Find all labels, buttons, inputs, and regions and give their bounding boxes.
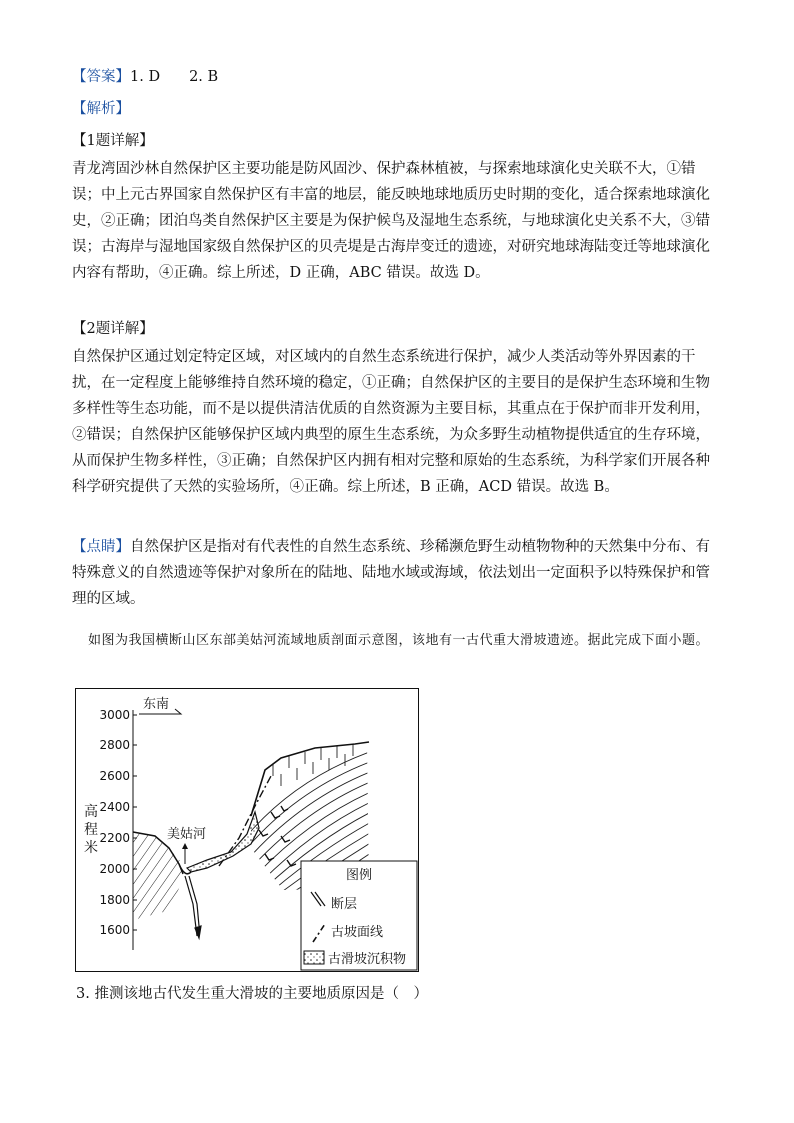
answer-line	[72, 64, 722, 90]
svg-text:高: 高	[84, 804, 98, 820]
y-tick-2600: 2600	[99, 769, 130, 783]
y-tick-2000: 2000	[99, 862, 130, 876]
y-tick-2200: 2200	[99, 831, 130, 845]
svg-text:古滑坡沉积物: 古滑坡沉积物	[328, 952, 407, 967]
tip-label: 【点睛】	[72, 539, 130, 555]
svg-text:古坡面线: 古坡面线	[331, 925, 384, 940]
y-tick-3000: 3000	[99, 708, 130, 722]
dotted-swatch-icon	[304, 951, 324, 964]
svg-text:程: 程	[84, 822, 98, 838]
answer-text: 1. D 2. B	[130, 69, 219, 85]
q2-heading: 【2题详解】	[72, 321, 154, 337]
y-tick-2800: 2800	[99, 738, 130, 752]
figure-caption: 如图为我国横断山区东部美姑河流域地质剖面示意图，该地有一古代重大滑坡遗迹。据此完成下面小题。	[88, 633, 710, 648]
y-tick-1600: 1600	[99, 923, 130, 937]
analysis-label: 【解析】	[72, 101, 130, 117]
tip-body: 自然保护区是指对有代表性的自然生态系统、珍稀濒危野生动植物物种的天然集中分布、有特殊意义的自然遗迹等保护对象所在的陆地、陆地水域或海域，依法划出一定面积予以特殊保护和管理的区域。	[72, 539, 710, 607]
legend-title: 图例	[345, 868, 373, 883]
direction-label: 东南	[143, 697, 170, 712]
river-label: 美姑河	[167, 827, 207, 842]
svg-text:断层: 断层	[331, 897, 358, 912]
y-tick-2400: 2400	[99, 800, 130, 814]
geologic-section-figure	[75, 688, 419, 972]
question-3: 3. 推测该地古代发生重大滑坡的主要地质原因是（ ）	[76, 986, 428, 1002]
q2-body: 自然保护区通过划定特定区域，对区域内的自然生态系统进行保护，减少人类活动等外界因素的干扰，在一定程度上能够维持自然环境的稳定，①正确；自然保护区的主要目的是保护生态环境和生物多样性等生态功能，而不是以提供清洁优质的自然资源为主要目标，其重点在于保护而非开发利用，②错误；自然保护区能够保护区域内典型的原生生态系统，为众多野生动植物提供适宜的生存环境，从而保护生物多样性，③正确；自然保护区内拥有相对完整和原始的生态系统，为科学家们开展各种科学研究提供了天然的实验场所，④正确。综上所述，B 正确，ACD 错误。故选 B。	[72, 349, 710, 495]
legend	[301, 861, 417, 970]
answer-label: 【答案】	[72, 69, 130, 85]
geologic-section-svg	[75, 688, 419, 972]
svg-text:米: 米	[84, 840, 98, 856]
tip-paragraph	[72, 534, 722, 612]
y-tick-1800: 1800	[99, 893, 130, 907]
y-axis-label	[84, 803, 98, 856]
q1-heading: 【1题详解】	[72, 133, 154, 149]
q1-body: 青龙湾固沙林自然保护区主要功能是防风固沙、保护森林植被，与探索地球演化史关联不大，①错误；中上元古界国家自然保护区有丰富的地层，能反映地球地质历史时期的变化，适合探索地球演化史，②正确；团泊鸟类自然保护区主要是为保护候鸟及湿地生态系统，与地球演化史关系不大，③错误；古海岸与湿地国家级自然保护区的贝壳堤是古海岸变迁的遗迹，对研究地球海陆变迁等地球演化内容有帮助，④正确。综上所述，D 正确，ABC 错误。故选 D。	[72, 161, 710, 281]
